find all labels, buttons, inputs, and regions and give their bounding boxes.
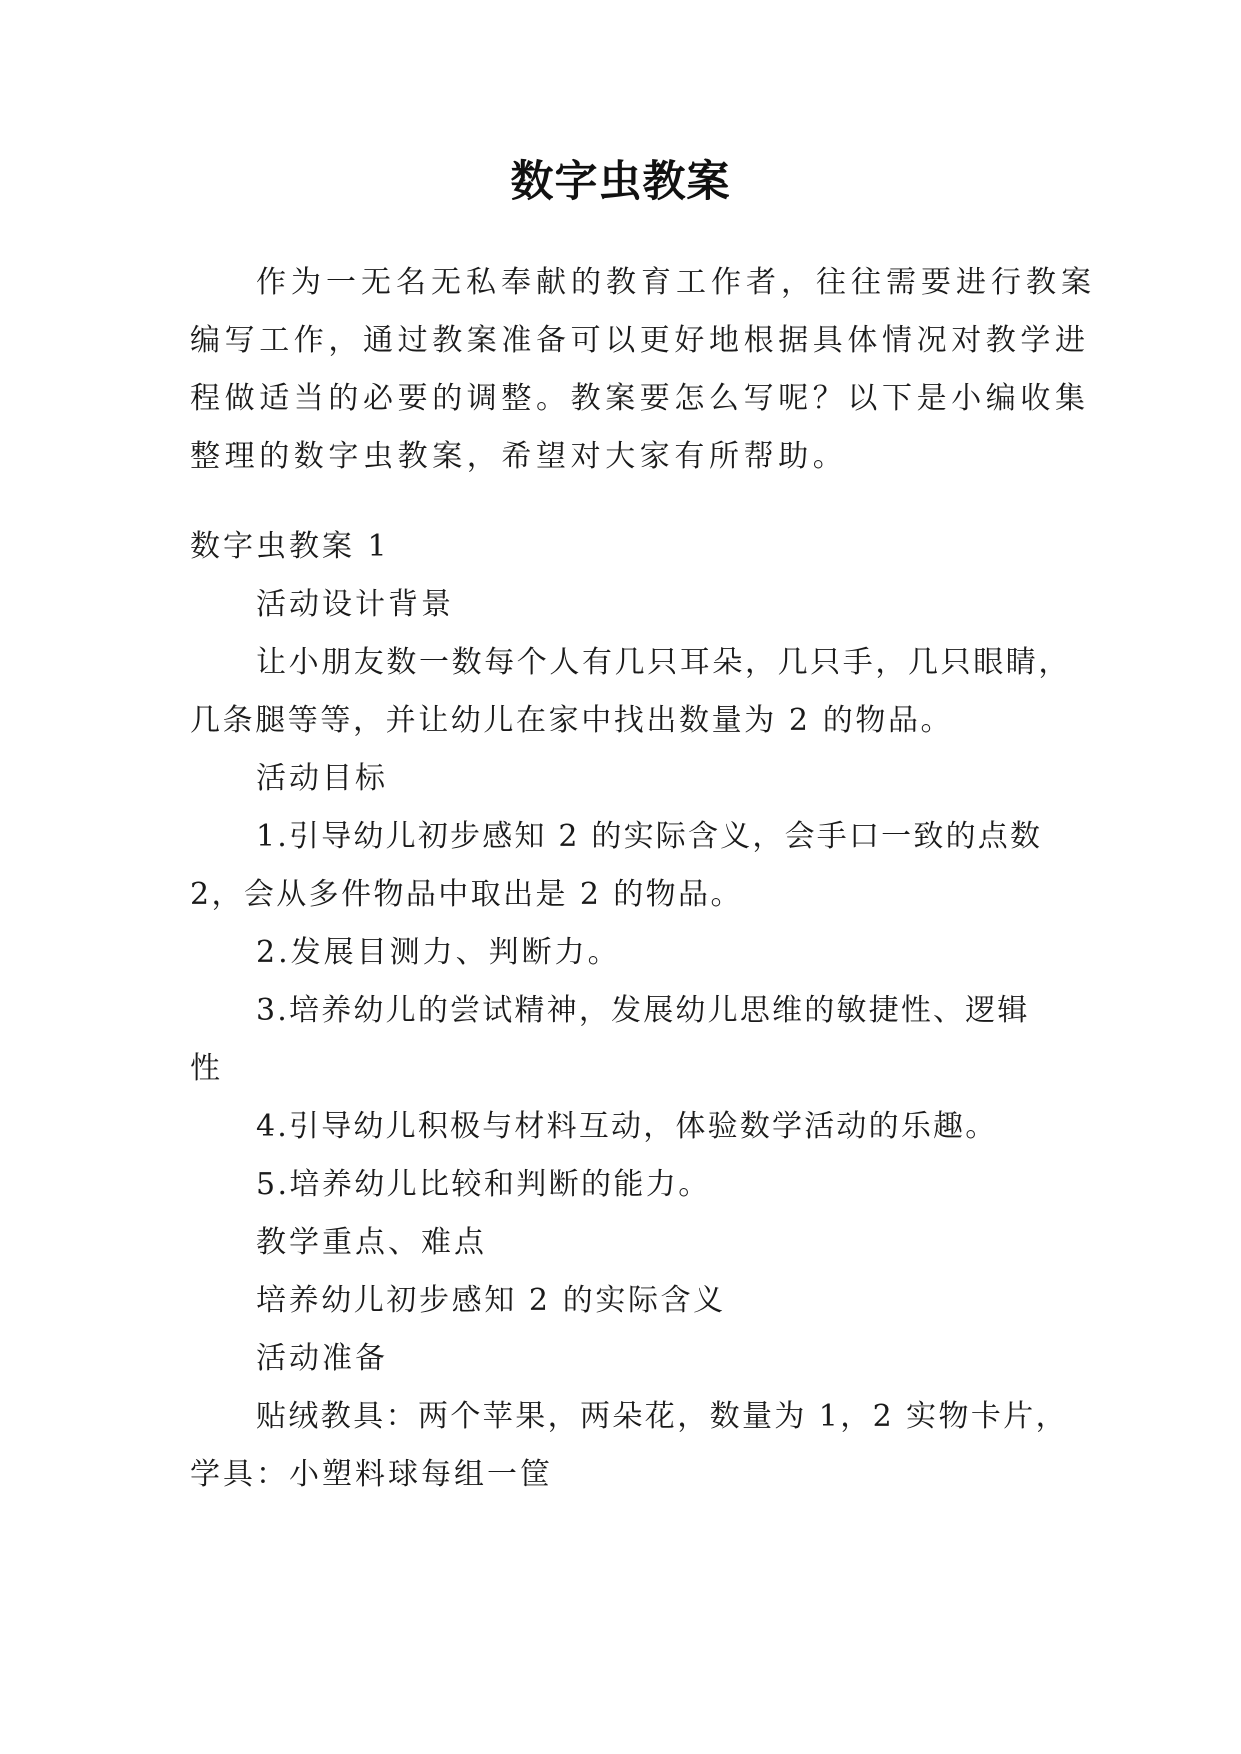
intro-line-4: 整理的数字虫教案，希望对大家有所帮助。 — [190, 439, 848, 474]
goal-1-line-2: 2，会从多件物品中取出是 2 的物品。 — [190, 877, 743, 912]
preparation-line-2: 学具：小塑料球每组一筐 — [190, 1457, 553, 1492]
key-points-text: 培养幼儿初步感知 2 的实际含义 — [256, 1283, 726, 1318]
background-line-2: 几条腿等等，并让幼儿在家中找出数量为 2 的物品。 — [190, 703, 954, 738]
key-points-heading: 教学重点、难点 — [256, 1225, 487, 1260]
intro-line-3: 程做适当的必要的调整。教案要怎么写呢？以下是小编收集 — [190, 381, 1090, 416]
goal-3-line-2: 性 — [190, 1051, 223, 1086]
goal-1-line-1: 1.引导幼儿初步感知 2 的实际含义，会手口一致的点数 — [256, 819, 1043, 854]
background-heading: 活动设计背景 — [256, 587, 454, 622]
goal-4: 4.引导幼儿积极与材料互动，体验数学活动的乐趣。 — [256, 1109, 998, 1144]
goal-2: 2.发展目测力、判断力。 — [256, 935, 621, 970]
intro-line-2: 编写工作，通过教案准备可以更好地根据具体情况对教学进 — [190, 323, 1090, 358]
section-heading: 数字虫教案 1 — [190, 529, 390, 564]
goals-heading: 活动目标 — [256, 761, 388, 796]
goal-3-line-1: 3.培养幼儿的尝试精神，发展幼儿思维的敏捷性、逻辑 — [256, 993, 1030, 1028]
document-title: 数字虫教案 — [510, 157, 731, 207]
goal-5: 5.培养幼儿比较和判断的能力。 — [256, 1167, 711, 1202]
preparation-heading: 活动准备 — [256, 1341, 388, 1376]
background-line-1: 让小朋友数一数每个人有几只耳朵，几只手，几只眼睛， — [256, 645, 1071, 680]
intro-line-1: 作为一无名无私奉献的教育工作者，往往需要进行教案 — [256, 265, 1096, 300]
preparation-line-1: 贴绒教具：两个苹果，两朵花，数量为 1，2 实物卡片， — [256, 1399, 1069, 1434]
